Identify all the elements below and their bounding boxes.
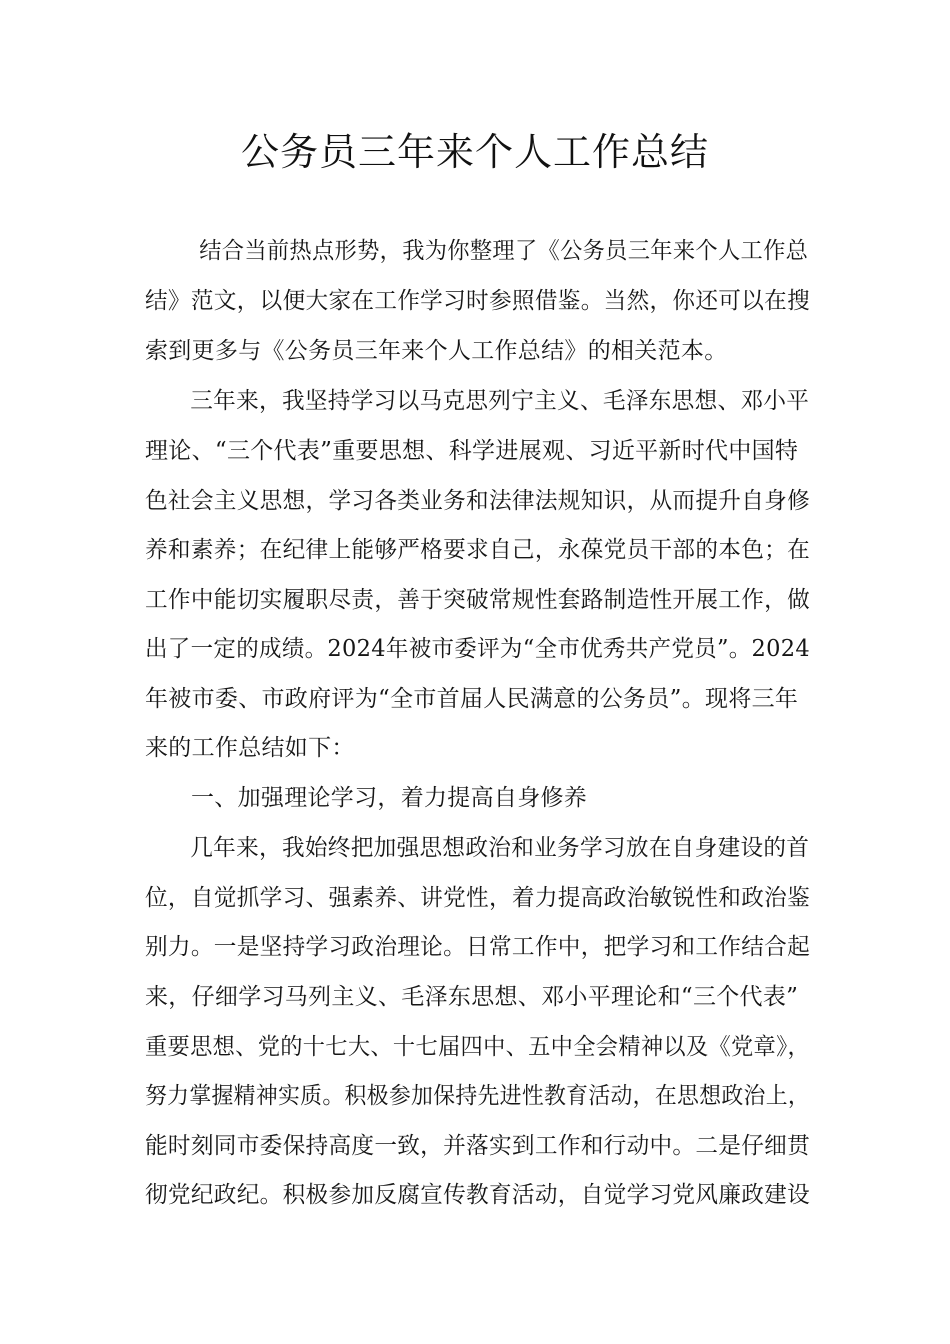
- paragraph-line: 三年来，我坚持学习以马克思列宁主义、毛泽东思想、邓小平: [190, 388, 810, 414]
- paragraph-line: 出了一定的成绩。2024年被市委评为“全市优秀共产党员”。2024: [145, 636, 811, 662]
- paragraph-line: 索到更多与《公务员三年来个人工作总结》的相关范本。: [145, 338, 728, 364]
- paragraph-line: 理论、“三个代表”重要思想、科学进展观、习近平新时代中国特: [145, 438, 799, 464]
- paragraph-line: 工作中能切实履职尽责，善于突破常规性套路制造性开展工作，做: [145, 587, 811, 613]
- paragraph-line: 位，自觉抓学习、强素养、讲党性，着力提高政治敏锐性和政治鉴: [145, 885, 811, 911]
- paragraph-line: 彻党纪政纪。积极参加反腐宣传教育活动，自觉学习党风廉政建设: [145, 1182, 811, 1208]
- paragraph-line: 几年来，我始终把加强思想政治和业务学习放在自身建设的首: [190, 835, 810, 861]
- section-heading: 一、加强理论学习，着力提高自身修养: [191, 785, 588, 811]
- paragraph-line: 来的工作总结如下：: [145, 735, 355, 761]
- paragraph-line: 年被市委、市政府评为“全市首届人民满意的公务员”。现将三年: [145, 686, 799, 712]
- document-title: 公务员三年来个人工作总结: [240, 130, 709, 174]
- paragraph-line: 别力。一是坚持学习政治理论。日常工作中，把学习和工作结合起: [145, 934, 811, 960]
- paragraph-line: 努力掌握精神实质。积极参加保持先进性教育活动，在思想政治上，: [145, 1083, 811, 1109]
- paragraph-line: 重要思想、党的十七大、十七届四中、五中全会精神以及《党章》，: [145, 1034, 811, 1060]
- paragraph-line: 色社会主义思想，学习各类业务和法律法规知识，从而提升自身修: [145, 488, 811, 514]
- paragraph-line: 结》范文，以便大家在工作学习时参照借鉴。当然，你还可以在搜: [145, 288, 811, 314]
- paragraph-line: 结合当前热点形势，我为你整理了《公务员三年来个人工作总: [199, 238, 809, 264]
- paragraph-line: 养和素养；在纪律上能够严格要求自己，永葆党员干部的本色；在: [145, 537, 811, 563]
- paragraph-line: 来，仔细学习马列主义、毛泽东思想、邓小平理论和“三个代表”: [145, 984, 799, 1010]
- paragraph-line: 能时刻同市委保持高度一致，并落实到工作和行动中。二是仔细贯: [145, 1133, 811, 1159]
